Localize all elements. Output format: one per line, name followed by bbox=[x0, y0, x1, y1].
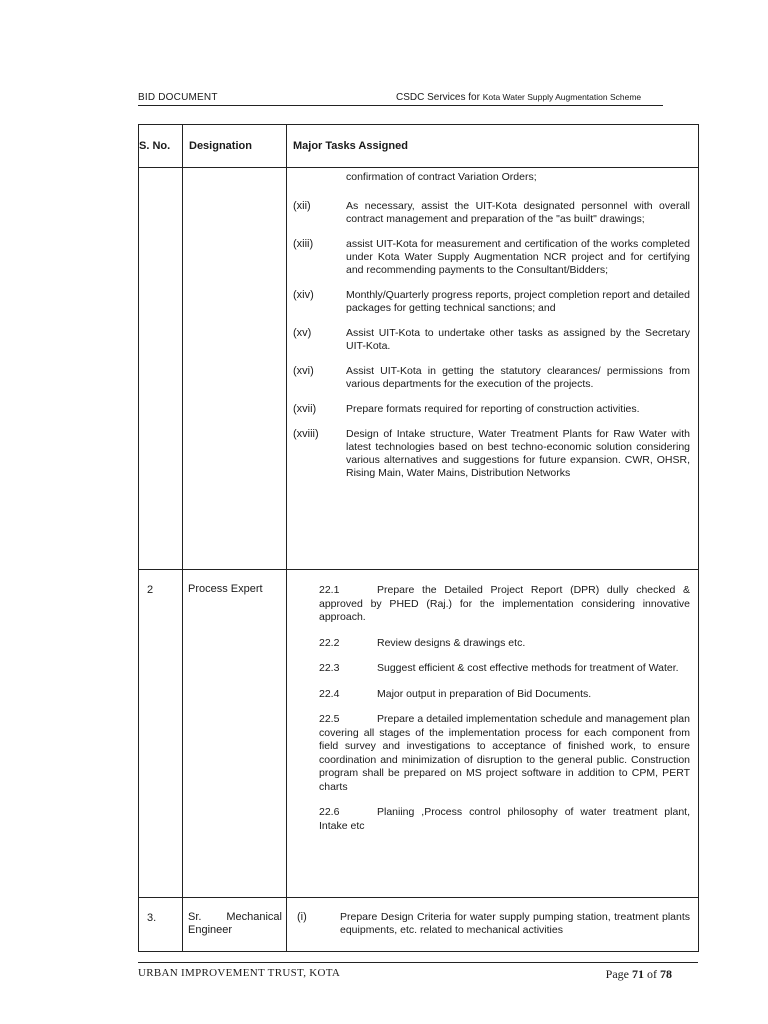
list-item: (xviii) Design of Intake structure, Water Treatment Plants for Raw Water with latest technologies based on best techno-economic solution considering various alternatives and suggestions for future expansion. CWR, OHSR, Rising Main, Water Mains, Distribution Networks bbox=[293, 428, 690, 479]
list-item: (xvii) Prepare formats required for reporting of construction activities. bbox=[293, 403, 640, 415]
designation-cell bbox=[183, 168, 287, 570]
designation-cell: Sr. Mechanical Engineer bbox=[183, 898, 287, 952]
list-item: 22.2 Review designs & drawings etc. bbox=[319, 636, 526, 649]
list-item: (xii) As necessary, assist the UIT-Kota designated personnel with overall contract management and preparation of the "as built" drawings; bbox=[293, 200, 690, 225]
table-row bbox=[139, 168, 699, 570]
list-item: 22.5 Prepare a detailed implementation schedule and management plan covering all stages of the implementation process for each component from field survey and investigations to acceptance of finished work, to ensure coordination and minimization of disruption to the general public. Construction program shall be prepared on MS project software in addition to CPM, PERT charts bbox=[319, 713, 690, 793]
designation-cell: Process Expert bbox=[183, 570, 287, 898]
list-item: 22.4 Major output in preparation of Bid Documents. bbox=[319, 687, 592, 700]
list-item: 22.1 Prepare the Detailed Project Report (DPR) dully checked & approved by PHED (Raj.) for the implementation considering innovative approach. bbox=[319, 584, 690, 623]
list-item: 22.6 Planiing ,Process control philosophy of water treatment plant, Intake etc bbox=[319, 806, 690, 832]
list-item: (xiv) Monthly/Quarterly progress reports, project completion report and detailed packages for getting technical sanctions; and bbox=[293, 289, 690, 314]
list-item: (xvi) Assist UIT-Kota in getting the statutory clearances/ permissions from various departments for the execution of the projects. bbox=[293, 365, 690, 390]
sno-cell bbox=[139, 168, 183, 570]
table-row bbox=[139, 898, 699, 952]
table-row bbox=[139, 570, 699, 898]
tasks-table bbox=[138, 124, 699, 952]
tasks-cell bbox=[287, 898, 699, 952]
page-number: Page 71 of 78 bbox=[605, 967, 672, 981]
sno-cell: 2 bbox=[139, 570, 183, 898]
col-header-designation: Designation bbox=[183, 125, 287, 168]
tasks-cell bbox=[287, 570, 699, 898]
header-right: CSDC Services for Kota Water Supply Augmentation Scheme bbox=[396, 92, 642, 103]
sno-cell: 3. bbox=[139, 898, 183, 952]
col-header-tasks: Major Tasks Assigned bbox=[287, 125, 699, 168]
list-item: (i) Prepare Design Criteria for water supply pumping station, treatment plants equipments, etc. related to mechanical activities bbox=[297, 911, 690, 936]
table-header-row bbox=[139, 125, 699, 168]
list-item: (xiii) assist UIT-Kota for measurement and certification of the works completed under Kota Water Supply Augmentation NCR project and for certifying and recommending payments to the Consultant/Bidders; bbox=[293, 238, 690, 276]
tasks-cell bbox=[287, 168, 699, 570]
header-left: BID DOCUMENT bbox=[138, 92, 218, 103]
list-item: (xv) Assist UIT-Kota to undertake other tasks as assigned by the Secretary UIT-Kota. bbox=[293, 327, 690, 352]
footer-org: URBAN IMPROVEMENT TRUST, KOTA bbox=[138, 967, 341, 979]
col-header-sno: S. No. bbox=[139, 125, 183, 168]
page-footer bbox=[138, 962, 698, 983]
continuation-text: confirmation of contract Variation Orders; bbox=[346, 171, 537, 183]
page-header bbox=[138, 92, 663, 106]
list-item: 22.3 Suggest efficient & cost effective methods for treatment of Water. bbox=[319, 662, 679, 674]
